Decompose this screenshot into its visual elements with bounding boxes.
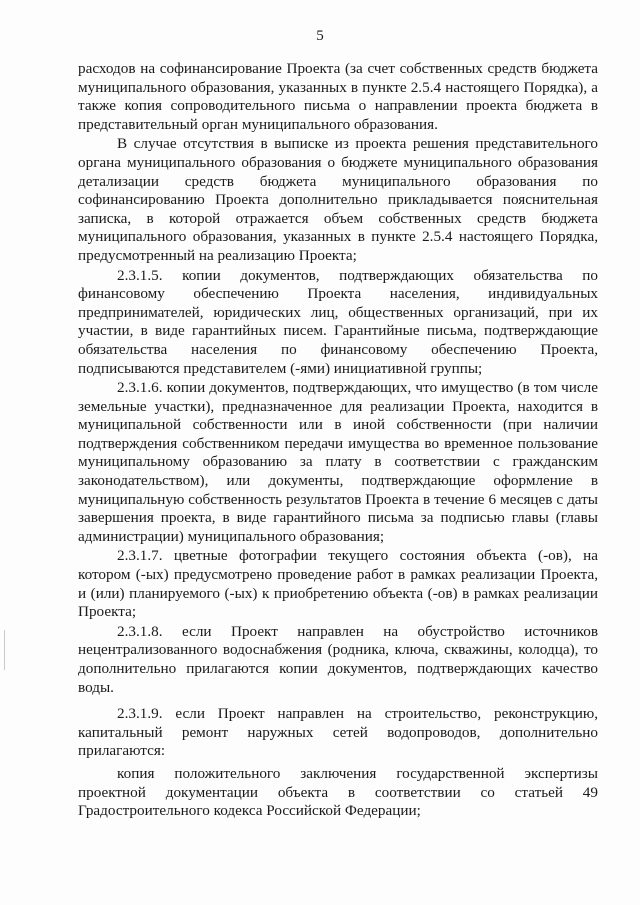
paragraph-explanatory-note: В случае отсутствия в выписке из проекта решения представительного органа муниципального образования о бюджете муниципального образования детализации средств бюджета муниципального образования по софинансированию Проекта дополнительно прикладывается пояснительная записка, в которой отражается объем собственных средств бюджета муниципального образования, указанных в пункте 2.5.4 настоящего Порядка, предусмотренный на реализацию Проекта;: [78, 135, 598, 264]
paragraph-2-3-1-9: 2.3.1.9. если Проект направлен на строительство, реконструкцию, капитальный ремонт наружных сетей водопроводов, дополнительно прилагаются:: [78, 705, 598, 760]
paragraph-2-3-1-5: 2.3.1.5. копии документов, подтверждающих обязательства по финансовому обеспечению Проекта населения, индивидуальных предпринимателей, юридических лиц, общественных организаций, при их участии, в виде гарантийных писем. Гарантийные письма, подтверждающие обязательства населения по финансовому обеспечению Проекта, подписываются представителем (-ями) инициативной группы;: [78, 266, 598, 377]
paragraph-2-3-1-6: 2.3.1.6. копии документов, подтверждающих, что имущество (в том числе земельные участки), предназначенное для реализации Проекта, находится в муниципальной собственности или в иной собственности (при наличии подтверждения собственником передачи имущества во временное пользование муниципальному образованию за плату в соответствии с гражданским законодательством), или документы, подтверждающие оформление в муниципальную собственность результатов Проекта в течение 6 месяцев с даты завершения проекта, в виде гарантийного письма за подписью главы (главы администрации) муниципального образования;: [78, 379, 598, 545]
page-number: 5: [316, 28, 324, 44]
paragraph-cofinancing-expenses: расходов на софинансирование Проекта (за счет собственных средств бюджета муниципального образования, указанных в пункте 2.5.4 настоящего Порядка), а также копия сопроводительного письма о направлении проекта бюджета в представительный орган муниципального образования.: [78, 60, 598, 133]
paragraph-expertise-copy: копия положительного заключения государственной экспертизы проектной документации объекта в соответствии со статьей 49 Градостроительного кодекса Российской Федерации;: [78, 764, 598, 820]
document-body: [78, 60, 598, 821]
paragraph-2-3-1-8: 2.3.1.8. если Проект направлен на обустройство источников нецентрализованного водоснабжения (родника, ключа, скважины, колодца), то дополнительно прилагаются копии документов, подтверждающих качество воды.: [78, 622, 598, 696]
scan-edge-mark: [4, 630, 5, 670]
paragraph-2-3-1-7: 2.3.1.7. цветные фотографии текущего состояния объекта (-ов), на котором (-ых) предусмотрено проведение работ в рамках реализации Проекта, и (или) планируемого (-ых) к приобретению объекта (-ов) в рамках реализации Проекта;: [78, 547, 598, 621]
